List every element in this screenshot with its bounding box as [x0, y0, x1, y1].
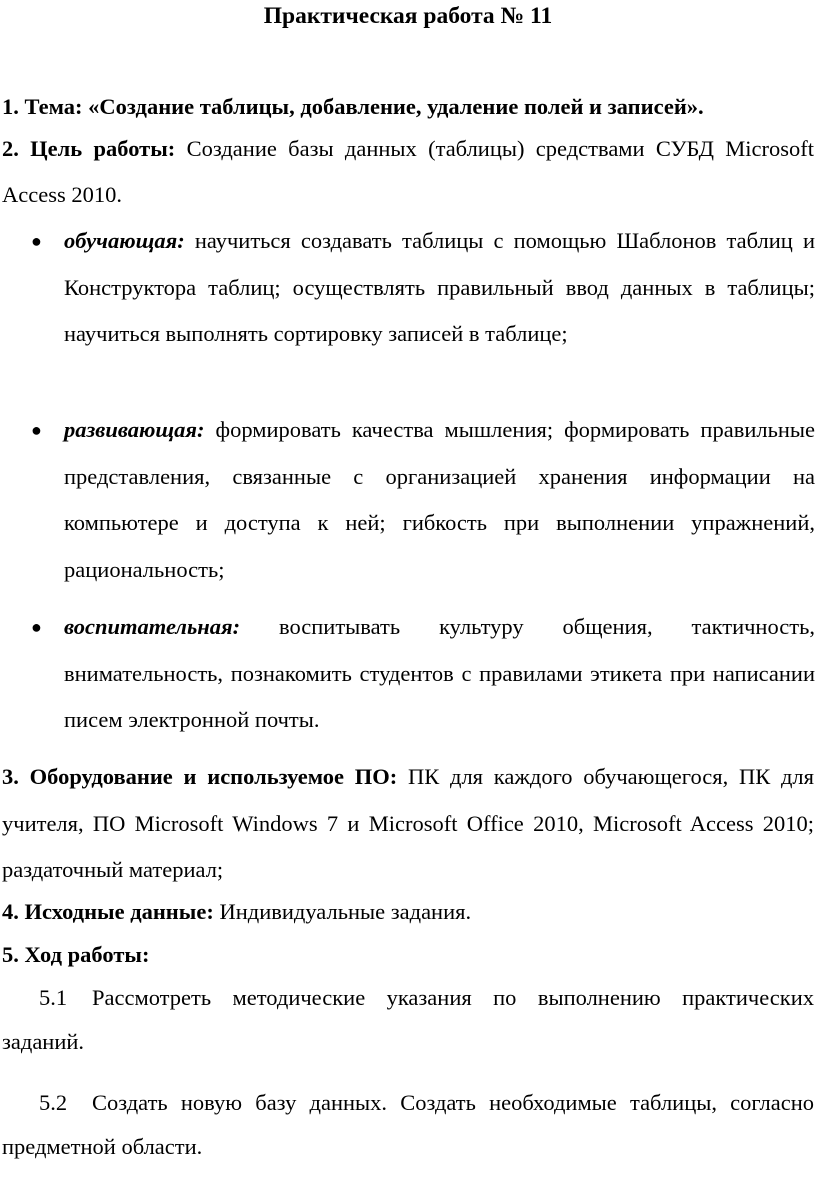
bullet-label: обучающая: [64, 228, 185, 253]
bullet-text: научиться создавать таблицы с помощью Шаблонов таблиц и Конструктора таблиц; осуществлять правильный ввод данных в таблицы; научиться выполнять сортировку записей в таблице; [64, 228, 815, 347]
equipment-text: ПК для каждого обучающегося, ПК для учителя, ПО Microsoft Windows 7 и Microsoft Office 2010, Microsoft Access 2010; раздаточный материал; [2, 764, 814, 882]
progress-heading [2, 932, 814, 977]
step-number: 5.1 [39, 985, 68, 1010]
source-text: Индивидуальные задания. [213, 899, 472, 924]
source-label: 4. Исходные данные: [2, 899, 214, 924]
goal-label: 2. Цель работы: [2, 136, 176, 161]
step-text: Рассмотреть методические указания по выполнению практических заданий. [2, 985, 814, 1054]
bullet-icon: ● [31, 231, 42, 251]
bullet-text: формировать качества мышления; формировать правильные представления, связанные с организацией хранения информации на компьютере и доступа к ней; гибкость при выполнении упражнений, рациональность; [64, 417, 815, 582]
topic-text: 1. Тема: «Создание таблицы, добавление, удаление полей и записей». [2, 94, 704, 119]
bullet-item-learning [31, 218, 815, 358]
goal-text: Создание базы данных (таблицы) средствами СУБД Microsoft Access 2010. [2, 136, 814, 207]
step-item [2, 1081, 814, 1169]
step-number: 5.2 [39, 1090, 68, 1115]
bullet-label: воспитательная: [64, 614, 241, 639]
progress-label: 5. Ход работы: [2, 942, 150, 967]
topic-line [2, 84, 814, 129]
bullet-text: воспитывать культуру общения, тактичность, внимательность, познакомить студентов с правилами этикета при написании писем электронной почты. [64, 614, 815, 733]
bullet-icon: ● [31, 617, 42, 637]
source-paragraph [2, 889, 814, 934]
page-title: Практическая работа № 11 [263, 3, 553, 29]
bullet-item-developing [31, 407, 815, 593]
step-item [2, 976, 814, 1064]
equipment-label: 3. Оборудование и используемое ПО: [2, 764, 398, 789]
bullet-label: развивающая: [64, 417, 205, 442]
bullet-item-educational [31, 604, 815, 744]
equipment-paragraph [2, 754, 814, 894]
goal-paragraph [2, 126, 814, 218]
step-text: Создать новую базу данных. Создать необходимые таблицы, согласно предметной области. [2, 1090, 814, 1159]
bullet-icon: ● [31, 420, 42, 440]
